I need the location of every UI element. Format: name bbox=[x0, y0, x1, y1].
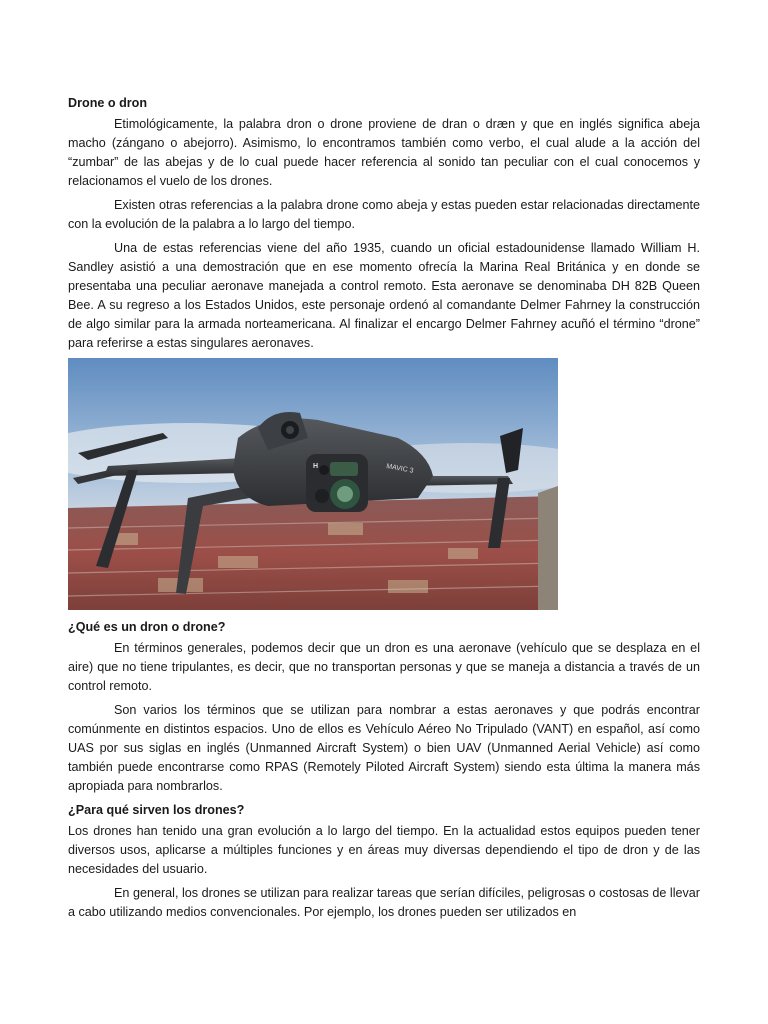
heading-para-que-sirven: ¿Para qué sirven los drones? bbox=[68, 803, 245, 817]
paragraph-etymology: Etimológicamente, la palabra dron o drone proviene de dran o dræn y que en inglés significa abeja macho (zángano o abejorro). Asimismo, lo encontramos también como verbo, el cual alude a la acción del “zumbar” de las abejas y de lo cual puede hacer referencia al sonido tan peculiar con el cual conocemos y relacionamos el vuelo de los drones. bbox=[68, 117, 700, 188]
paragraph-other-references: Existen otras referencias a la palabra drone como abeja y estas pueden estar relacionadas directamente con la evolución de la palabra a lo largo del tiempo. bbox=[68, 198, 700, 231]
paragraph-evolution: Los drones han tenido una gran evolución a lo largo del tiempo. En la actualidad estos equipos pueden tener diversos usos, aplicarse a múltiples funciones y en áreas muy diversas dependiendo el tipo de dron y de las necesidades del usuario. bbox=[68, 824, 700, 876]
paragraph-history-1935: Una de estas referencias viene del año 1935, cuando un oficial estadounidense llamado William H. Sandley asistió a una demostración que en ese momento ofrecía la Marina Real Británica y en donde se presentaba una peculiar aeronave manejada a control remoto. Esta aeronave se denominaba DH 82B Queen Bee. A su regreso a los Estados Unidos, este personaje ordenó al comandante Delmer Fahrney la construcción de algo similar para la armada norteamericana. Al finalizar el encargo Delmer Fahrney acuñó el término “drone” para referirse a estas singulares aeronaves. bbox=[68, 241, 700, 350]
paragraph-terms: Son varios los términos que se utilizan para nombrar a estas aeronaves y que podrás encontrar comúnmente en distintos espacios. Uno de ellos es Vehículo Aéreo No Tripulado (VANT) en español, así como UAS por sus siglas en inglés (Unmanned Aircraft System) o bien UAV (Unmanned Aerial Vehicle) así como también puede encontrarse como RPAS (Remotely Piloted Aircraft System) siendo esta última la manera más apropiada para nombrarlos. bbox=[68, 703, 700, 793]
paragraph-uses: En general, los drones se utilizan para realizar tareas que serían difíciles, peligrosas o costosas de llevar a cabo utilizando medios convencionales. Por ejemplo, los drones pueden ser utilizados en bbox=[68, 886, 700, 919]
heading-que-es-un-dron: ¿Qué es un dron o drone? bbox=[68, 620, 226, 634]
camera-brand-label: H bbox=[313, 463, 319, 470]
heading-drone-o-dron: Drone o dron bbox=[68, 96, 148, 110]
model-label: MAVIC 3 bbox=[385, 463, 414, 475]
drone-photo bbox=[68, 358, 558, 610]
paragraph-definition: En términos generales, podemos decir que un dron es una aeronave (vehículo que se desplaza en el aire) que no tiene tripulantes, es decir, que no transportan personas y que se maneja a distancia a través de un control remoto. bbox=[68, 641, 700, 693]
document-page bbox=[68, 94, 700, 927]
